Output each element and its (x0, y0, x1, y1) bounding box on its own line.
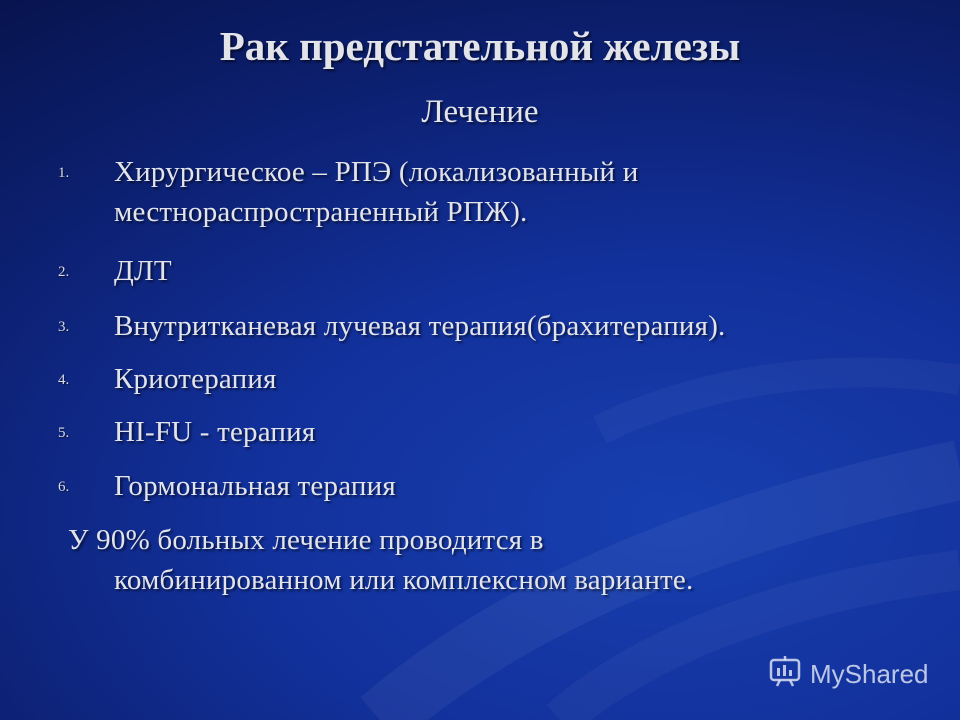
list-item-number: 3. (58, 319, 70, 335)
list-item-text: Хирургическое – РПЭ (локализованный и местнораспространенный РПЖ). (114, 156, 639, 228)
list-item-text: Внутритканевая лучевая терапия(брахитерапия). (114, 310, 726, 342)
list-item-number: 1. (58, 165, 70, 181)
list-item-text: HI-FU - терапия (114, 416, 316, 448)
summary-note (68, 520, 888, 600)
list-item-text: ДЛТ (114, 255, 172, 287)
summary-note-line2: комбинированном или комплексном варианте. (114, 564, 694, 596)
slide-title: Рак предстательной железы (219, 23, 741, 69)
list-item-number: 5. (58, 425, 70, 441)
list-item-number: 4. (58, 372, 70, 388)
slide-subtitle: Лечение (421, 94, 539, 130)
list-item-text: Криотерапия (114, 363, 277, 395)
summary-note-line1: У 90% больных лечение проводится в (68, 524, 544, 556)
list-item-number: 2. (58, 264, 70, 280)
list-item-text: Гормональная терапия (114, 470, 396, 502)
watermark-label: MyShared (810, 658, 929, 689)
list-item-number: 6. (58, 479, 70, 495)
presentation-board-icon (768, 654, 802, 695)
myshared-watermark[interactable] (768, 656, 929, 692)
